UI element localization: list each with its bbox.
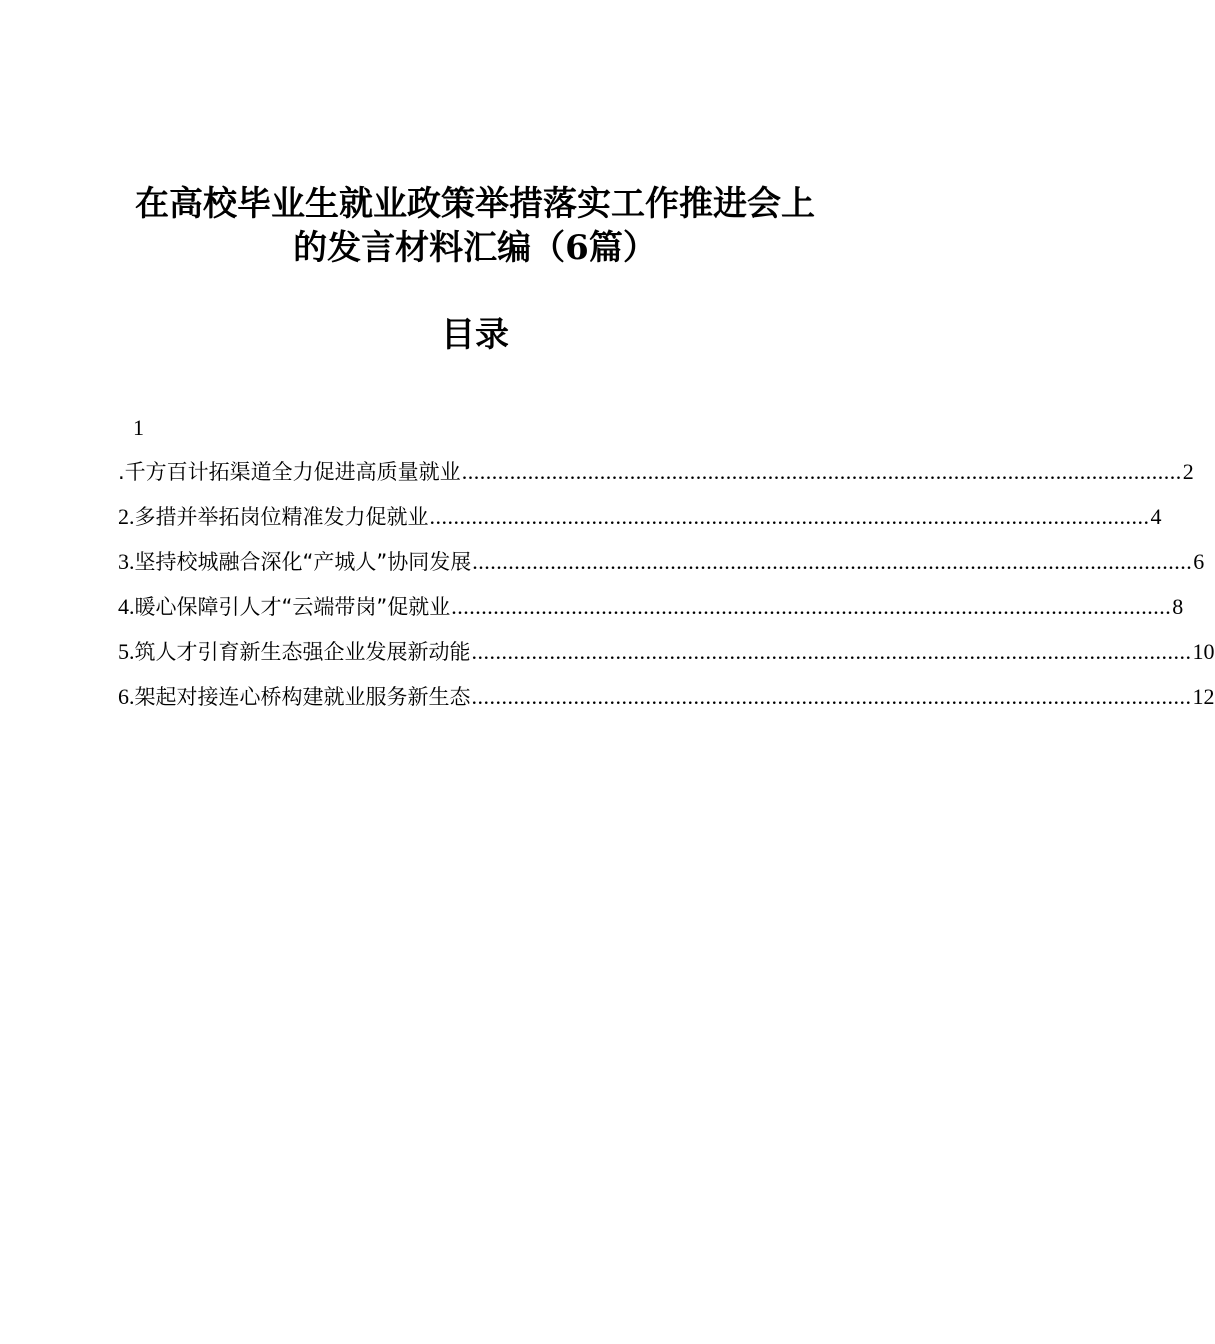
toc-dot-leader: ........................................................................................................................ — [429, 504, 1150, 529]
toc-dot-leader: ........................................................................................................................ — [451, 594, 1172, 619]
toc-entry-3[interactable] — [118, 544, 1205, 589]
toc-heading: 目录 — [441, 315, 509, 355]
toc-entry-page: 8 — [1172, 594, 1184, 619]
toc-entry-number: 3. — [118, 549, 135, 574]
toc-entry-number: 4. — [118, 594, 135, 619]
toc-entry-text: 筑人才引育新生态强企业发展新动能 — [134, 640, 471, 664]
toc-entry-text: .千方百计拓渠道全力促进高质量就业 — [118, 460, 461, 484]
toc-entry-page: 2 — [1182, 459, 1194, 484]
toc-list — [118, 454, 1215, 724]
document-title-line-1: 在高校毕业生就业政策举措落实工作推进会上 — [135, 184, 815, 224]
toc-dot-leader: ........................................................................................................................ — [461, 459, 1182, 484]
toc-dot-leader: ........................................................................................................................ — [471, 639, 1192, 664]
toc-entry-4[interactable] — [118, 589, 1184, 634]
toc-entry-5[interactable] — [118, 634, 1215, 679]
toc-entry-1[interactable] — [118, 454, 1194, 499]
toc-entry-2[interactable] — [118, 499, 1162, 544]
toc-entry-number: 5. — [118, 639, 135, 664]
toc-dot-leader: ........................................................................................................................ — [472, 549, 1193, 574]
toc-entry-page: 4 — [1150, 504, 1162, 529]
toc-dot-leader: ........................................................................................................................ — [471, 684, 1192, 709]
toc-entry-6[interactable] — [118, 679, 1215, 724]
toc-entry-page: 10 — [1192, 639, 1215, 664]
toc-entry-text: 暖心保障引人才“云端带岗”促就业 — [134, 595, 451, 619]
toc-entry-text: 架起对接连心桥构建就业服务新生态 — [134, 685, 471, 709]
toc-entry-page: 12 — [1192, 684, 1215, 709]
toc-entry-number: 6. — [118, 684, 135, 709]
toc-entry-page: 6 — [1193, 549, 1205, 574]
toc-entry-text: 多措并举拓岗位精准发力促就业 — [134, 505, 429, 529]
toc-entry-number: 2. — [118, 504, 135, 529]
toc-stray-number: 1 — [133, 415, 144, 440]
document-title-line-2: 的发言材料汇编（6篇） — [293, 228, 657, 268]
toc-entry-text: 坚持校城融合深化“产城人”协同发展 — [134, 550, 472, 574]
